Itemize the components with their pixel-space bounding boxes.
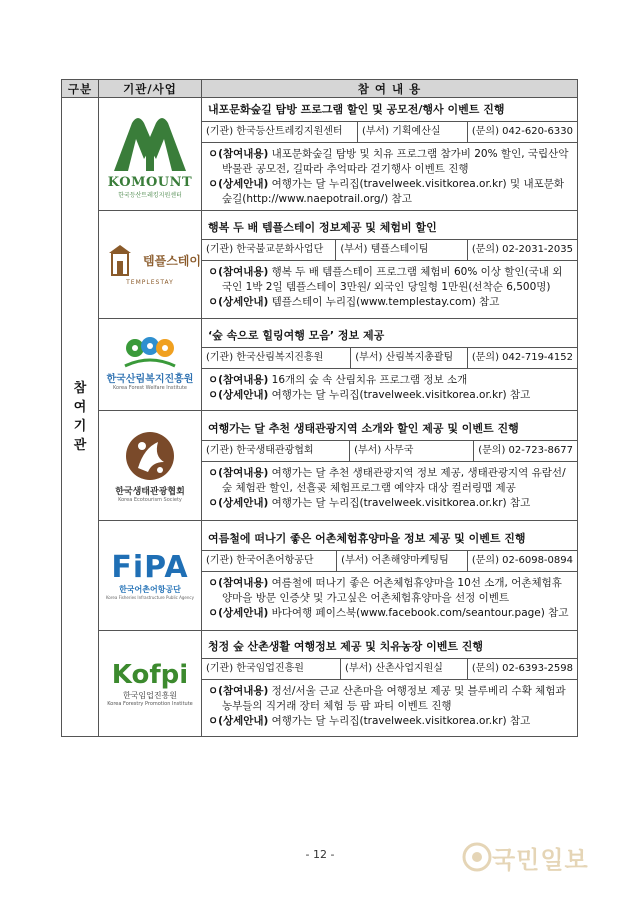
participation-text: 여행가는 달 추천 생태관광지역 정보 제공, 생태관광지역 유람선/숲 체험관 할인, 선흘곶 체험프로그램 예약자 대상 컬러링맵 제공 [222,467,566,494]
participation-text: 여름철에 떠나기 좋은 어촌체험휴양마을 10선 소개, 어촌체험휴양마을 방문 인증샷 및 가고싶은 어촌체험휴양마을 선정 이벤트 [222,577,562,604]
logo-ecotourism [99,411,202,521]
table-row [62,631,578,737]
guide-detail [208,496,571,511]
participation-label: ㅇ(참여내용) [208,148,269,160]
kofpi-logo-sub: 한국임업진흥원 [122,691,178,700]
dept-name: (부서) 어촌해양마케팅팀 [336,551,467,571]
contact-number: (문의) 02-6098-0894 [467,551,577,571]
table-header-row [62,80,578,98]
row-title: 내포문화숲길 탐방 프로그램 할인 및 공모전/행사 이벤트 진행 [208,103,505,116]
row-title: 여름철에 떠나기 좋은 어촌체험휴양마을 정보 제공 및 이벤트 진행 [208,532,526,545]
dept-name: (부서) 산촌사업지원실 [340,659,467,679]
row-description [202,462,577,514]
page-number: - 12 - [305,848,335,861]
watermark-text: 국민일보 [492,845,589,874]
participation-detail [208,466,571,496]
row-title: 행복 두 배 템플스테이 정보제공 및 체험비 할인 [208,221,437,234]
table-row [62,211,578,319]
ecotourism-logo-sub: Korea Ecotourism Society [118,497,182,503]
info-row [202,347,577,369]
row-description [202,143,577,210]
participation-label: ㅇ(참여내용) [208,373,269,386]
guide-text: 템플스테이 누리집(www.templestay.com) 참고 [268,296,500,308]
org-name: (기관) 한국어촌어항공단 [206,555,314,566]
guide-label: ㅇ(상세안내) [208,388,269,401]
header-org: 기관/사업 [99,80,202,98]
info-row [202,658,577,680]
participation-text: 정선/서울 근교 산촌마을 여행정보 제공 및 블루베리 수확 체험과 농부들의 직거래 장터 체험 등 팜 파티 이벤트 진행 [222,685,566,712]
komount-logo-text: KOMOUNT [107,175,193,190]
forest-welfare-logo-sub: Korea Forest Welfare Institute [112,385,187,391]
row-content [202,411,578,521]
guide-label: ㅇ(상세안내) [208,715,269,727]
guide-detail [208,388,571,403]
dept-name: (부서) 템플스테이팀 [335,240,467,260]
templestay-logo-text: 템플스테이 [143,253,201,268]
participants-table [61,79,578,737]
guide-text: 바다여행 페이스북(www.facebook.com/seantour.page) 참고 [268,607,569,619]
templestay-logo-sub: TEMPLESTAY [126,279,174,286]
logo-forest-welfare [99,319,202,411]
guide-text: 여행가는 달 누리집(travelweek.visitkorea.or.kr) 참고 [268,715,531,727]
guide-text: 여행가는 달 누리집(travelweek.visitkorea.or.kr) 및 내포문화숲길(http://www.naepotrail.org/) 참고 [222,178,565,205]
guide-label: ㅇ(상세안내) [208,178,269,190]
contact-number: (문의) 02-6393-2598 [467,659,577,679]
row-title: ‘숲 속으로 힐링여행 모음’ 정보 제공 [208,328,385,342]
komount-logo-sub: 한국등산트레킹지원센터 [118,192,182,199]
contact-number: (문의) 042-719-4152 [467,348,577,368]
org-name: (기관) 한국산림복지진흥원 [206,351,324,363]
category-char: 여 [73,400,87,415]
logo-templestay [99,211,202,319]
contact-number: (문의) 02-723-8677 [473,441,577,461]
row-content [202,319,578,411]
row-content [202,98,578,211]
row-title: 청정 숲 산촌생활 여행정보 제공 및 치유농장 이벤트 진행 [208,640,484,653]
guide-label: ㅇ(상세안내) [208,607,269,619]
participation-text: 16개의 숲 속 산림치유 프로그램 정보 소개 [268,373,468,386]
category-char: 참 [73,381,87,396]
category-char: 관 [73,438,87,453]
info-row [202,440,577,462]
participation-label: ㅇ(참여내용) [208,266,269,278]
table-row [62,411,578,521]
contact-number: (문의) 042-620-6330 [467,122,577,142]
contact-number: (문의) 02-2031-2035 [467,240,577,260]
participation-text: 내포문화숲길 탐방 및 치유 프로그램 참가비 20% 할인, 국립산악박물관 공모전, 길따라 추억따라 걷기행사 이벤트 진행 [222,148,569,175]
row-description [202,680,577,732]
guide-label: ㅇ(상세안내) [208,296,269,308]
dept-name: (부서) 산림복지총괄팀 [350,348,467,368]
info-row [202,121,577,143]
participation-label: ㅇ(참여내용) [208,577,269,589]
participation-text: 행복 두 배 템플스테이 프로그램 체험비 60% 이상 할인(국내 외국인 1박 2일 템플스테이 3만원/ 외국인 당일형 1만원(선착순 6,500명) [222,266,563,293]
participation-detail [208,684,571,714]
komount-mountain-icon [108,109,192,175]
participation-label: ㅇ(참여내용) [208,467,269,479]
row-content [202,521,578,631]
watermark-logo [462,840,622,874]
participation-detail [208,265,571,295]
ecotourism-emblem-icon [124,428,176,484]
logo-kofpi [99,631,202,737]
row-title: 여행가는 달 추천 생태관광지역 소개와 할인 제공 및 이벤트 진행 [208,422,519,435]
guide-text: 여행가는 달 누리집(travelweek.visitkorea.or.kr) 참고 [268,497,531,509]
forest-welfare-logo-text: 한국산림복지진흥원 [106,374,194,385]
kofpi-logo-sub-en: Korea Forestry Promotion Institute [107,701,193,707]
category-cell [62,98,99,737]
row-content [202,211,578,319]
guide-text: 여행가는 달 누리집(travelweek.visitkorea.or.kr) 참고 [268,388,531,401]
participation-detail [208,576,571,606]
org-name: (기관) 한국임업진흥원 [206,663,304,674]
org-name: (기관) 한국등산트레킹지원센터 [206,126,343,137]
header-category: 구분 [62,80,99,98]
participation-detail [208,147,571,177]
kofpi-logo-text: Kofpi [111,660,189,690]
ecotourism-logo-text: 한국생태관광협회 [115,487,185,497]
row-description [202,572,577,624]
forest-people-icon [115,338,185,370]
fipa-logo-sub: 한국어촌어항공단 [119,584,181,594]
dept-name: (부서) 기획예산실 [357,122,467,142]
row-description [202,369,577,406]
info-row [202,239,577,261]
table-row [62,98,578,211]
logo-komount [99,98,202,211]
logo-fipa [99,521,202,631]
fipa-logo-text: FiPA [111,549,189,585]
guide-detail [208,177,571,207]
watermark-circle-icon [462,842,492,872]
fipa-logo-sub-en: Korea Fisheries Infrastructure Public Agency [106,594,194,600]
row-content [202,631,578,737]
table-row [62,521,578,631]
table-row [62,319,578,411]
header-content: 참 여 내 용 [202,80,578,98]
info-row [202,550,577,572]
temple-gate-icon [107,243,133,277]
org-name: (기관) 한국불교문화사업단 [206,244,324,255]
category-char: 기 [73,419,87,434]
guide-detail [208,606,571,621]
guide-detail [208,714,571,729]
org-name: (기관) 한국생태관광협회 [206,445,314,456]
guide-label: ㅇ(상세안내) [208,497,269,509]
guide-detail [208,295,571,310]
dept-name: (부서) 사무국 [349,441,473,461]
participation-detail [208,373,571,388]
row-description [202,261,577,313]
participation-label: ㅇ(참여내용) [208,685,269,697]
